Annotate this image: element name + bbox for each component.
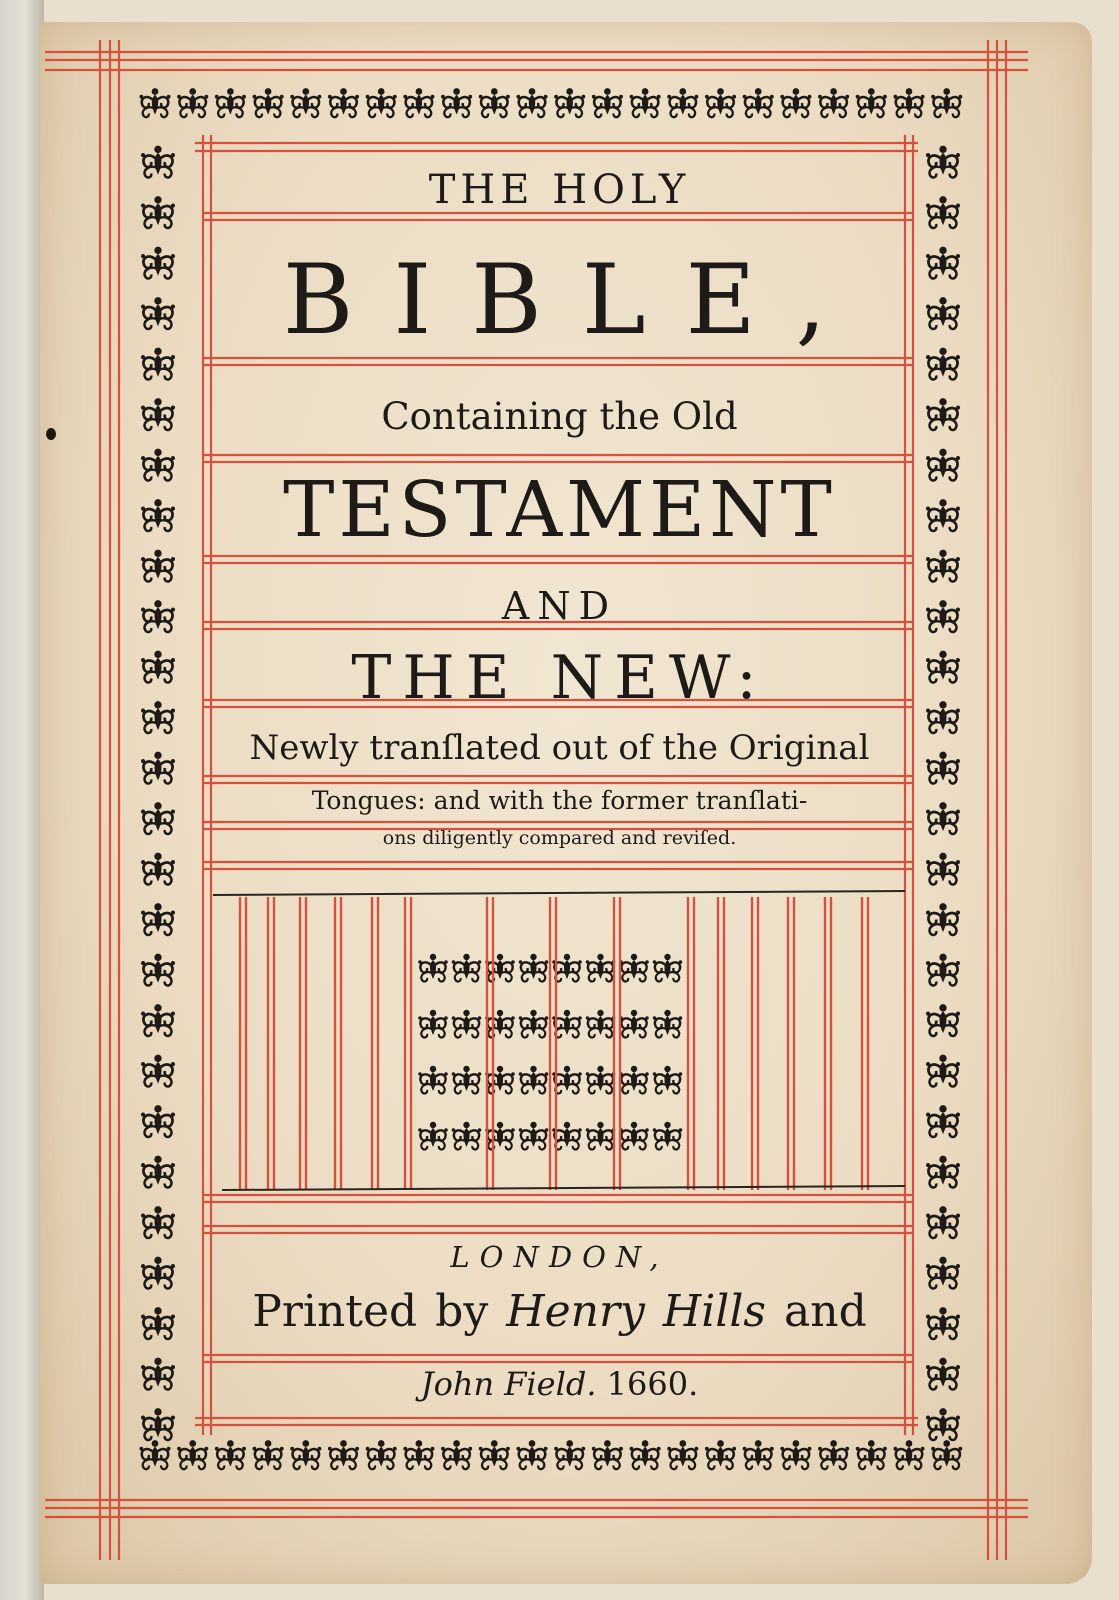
imprint-printed-by-label: Printed by [252,1286,489,1337]
imprint-printer-year [0,1365,1119,1403]
imprint-printer-2: John Field. [420,1365,597,1403]
ink-rule [222,1186,905,1190]
title-bible: BIBLE, [282,244,867,356]
imprint-printer: Henry Hills [506,1286,766,1337]
ink-rule [213,891,905,895]
subtitle-containing: Containing the Old [381,395,738,438]
imprint-city: LONDON, [450,1240,669,1274]
description-line-1: Newly tranſlated out of the Original [249,728,870,768]
title-testament: TESTAMENT [283,466,836,555]
description-line-2: Tongues: and with the former tranſlati- [311,786,808,815]
imprint-and: and [784,1286,867,1337]
description-line-3: ons diligently compared and reviſed. [382,827,737,849]
title-the-holy: THE HOLY [428,167,691,213]
imprint-year: 1660. [606,1365,699,1403]
title-the-new: THE NEW: [351,643,768,713]
imprint-printed-by [0,1286,1119,1337]
title-and: AND [501,584,618,628]
